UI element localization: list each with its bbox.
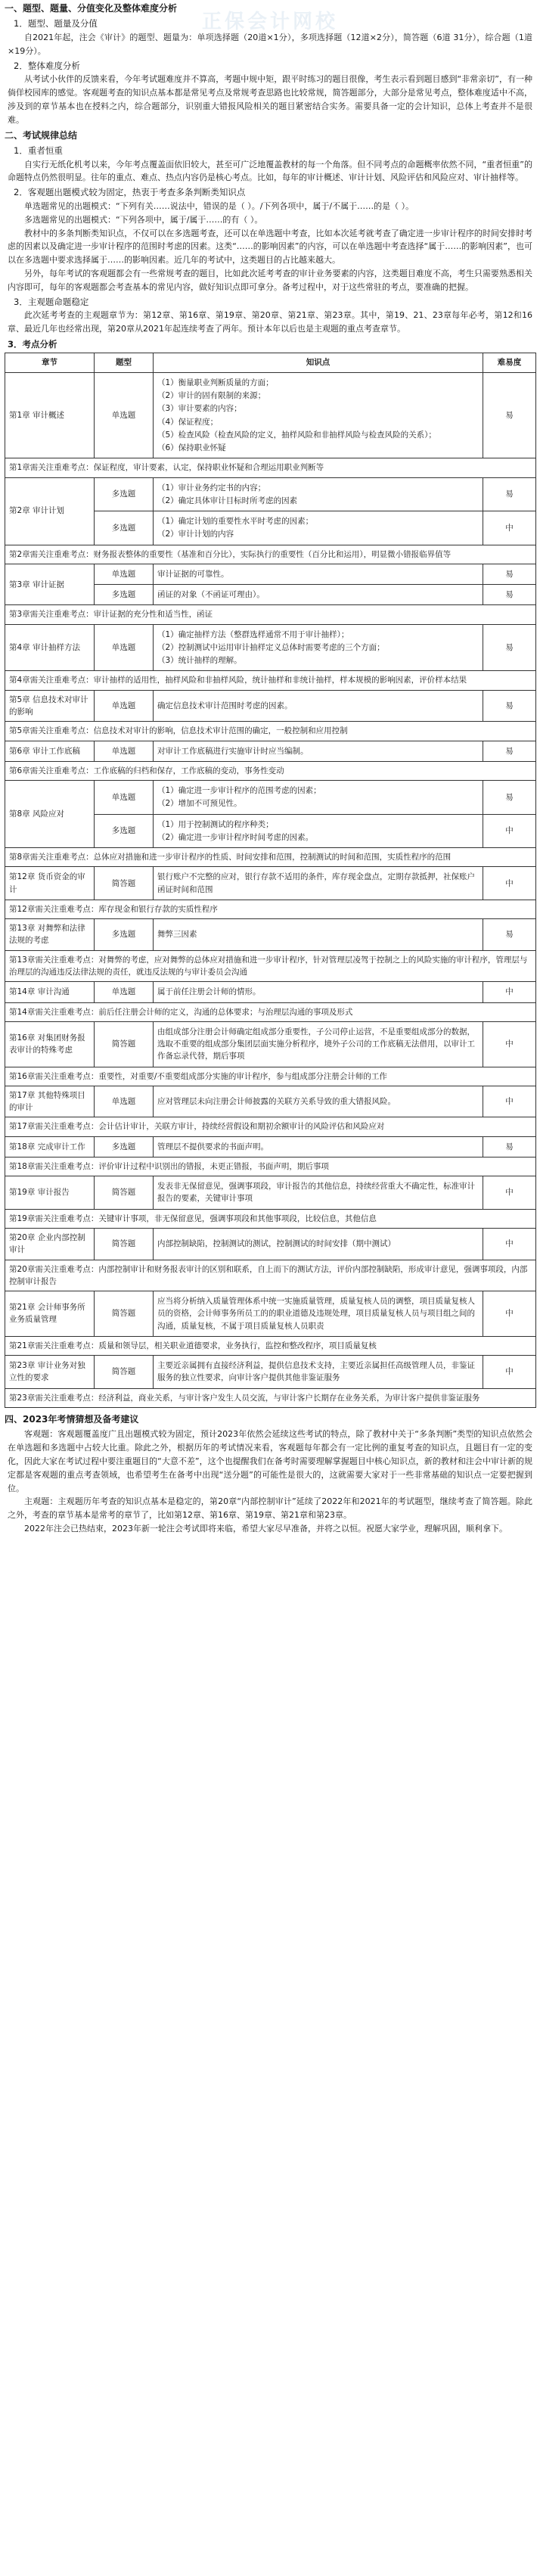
- note-text: 第1章需关注重难考点：保证程度，审计要素，认定，保持职业怀疑和合理运用职业判断等: [5, 458, 536, 477]
- cell-points: [154, 1136, 483, 1157]
- cell-type: 简答题: [95, 1021, 154, 1067]
- note-text: 第14章需关注重难考点：前后任注册会计师的定义，沟通的总体要求；与治理层沟通的事项及形式: [5, 1002, 536, 1021]
- cell-type: 简答题: [95, 1356, 154, 1389]
- table-row: [5, 372, 536, 458]
- cell-points: [154, 1356, 483, 1389]
- cell-chapter: 第6章 审计工作底稿: [5, 741, 95, 761]
- cell-difficulty: 中: [483, 982, 536, 1002]
- knowledge-point: （5）检查风险（检查风险的定义，抽样风险和非抽样风险与检查风险的关系）；: [157, 430, 436, 440]
- cell-chapter: 第21章 会计师事务所业务质量管理: [5, 1291, 95, 1337]
- cell-difficulty: 易: [483, 477, 536, 511]
- table-note-row: [5, 1388, 536, 1407]
- cell-points: [154, 690, 483, 722]
- note-text: 第16章需关注重难考点：重要性，对重要/不重要组成部分实施的审计程序，参与组成部分注册会计师的工作: [5, 1067, 536, 1086]
- knowledge-point: 对审计工作底稿进行实施审计时应当编制。: [157, 746, 309, 756]
- table-note-row: [5, 950, 536, 982]
- header-chapter: 章节: [5, 353, 95, 372]
- cell-chapter: 第13章 对舞弊和法律法规的考虑: [5, 919, 95, 951]
- section-2-para-5: 另外，每年考试的客观题都会有一些常规考查的题目，比如此次延考考查的审计业务要素的内容，这类题目难度不高，考生只需要熟悉相关内容即可，每年的客观题都会考查基本的常见内容，做好知识点即可拿分。备考过程中，对于这些常驻的考点，要准确的把握。: [8, 268, 532, 292]
- cell-difficulty: 易: [483, 372, 536, 458]
- cell-difficulty: 易: [483, 919, 536, 951]
- knowledge-point: （3）统计抽样的理解。: [157, 656, 242, 666]
- table-row: [5, 867, 536, 900]
- cell-chapter: 第5章 信息技术对审计的影响: [5, 690, 95, 722]
- cell-type: 单选题: [95, 982, 154, 1002]
- section-2-para-6: 此次延考考查的主观题章节为：第12章、第16章、第19章、第20章、第21章、第23章。其中，第19、21、23章每年必考，第12和16章、最近几年也经常出现，第20章从2021年起连续考查了两年。预计本年以后也是主观题的重点考查章节。: [8, 310, 532, 334]
- table-note-row: [5, 458, 536, 477]
- table-note-row: [5, 1336, 536, 1355]
- knowledge-point: 审计证据的可靠性。: [157, 569, 229, 579]
- cell-difficulty: 中: [483, 1021, 536, 1067]
- cell-difficulty: 中: [483, 1086, 536, 1117]
- table-note-row: [5, 671, 536, 690]
- table-row: [5, 477, 536, 511]
- knowledge-point: （1）确定抽样方法（整群选样通常不用于审计抽样）；: [157, 629, 349, 639]
- note-text: 第21章需关注重难考点：质量和领导层，相关职业道德要求，业务执行，监控和整改程序，项目质量复核: [5, 1336, 536, 1355]
- cell-points: [154, 867, 483, 900]
- cell-difficulty: 易: [483, 781, 536, 815]
- cell-difficulty: 易: [483, 741, 536, 761]
- note-text: 第12章需关注重难考点：库存现金和银行存款的实质性程序: [5, 900, 536, 918]
- cell-chapter: 第17章 其他特殊项目的审计: [5, 1086, 95, 1117]
- cell-points: [154, 814, 483, 848]
- section-2-sub-2: 2．客观题出题模式较为固定，热衷于考查多条判断类知识点: [14, 187, 246, 198]
- section-1-sub-2: 2．整体难度分析: [14, 60, 80, 71]
- cell-chapter: 第23章 审计业务对独立性的要求: [5, 1356, 95, 1389]
- table-row: [5, 564, 536, 584]
- knowledge-point: （2）审计计划的内容: [157, 530, 234, 539]
- table-note-row: [5, 1117, 536, 1136]
- knowledge-point: 管理层不提供要求的书面声明。: [157, 1142, 268, 1151]
- cell-chapter: 第14章 审计沟通: [5, 982, 95, 1002]
- table-row: [5, 781, 536, 815]
- knowledge-point: （1）确定计划的重要性水平时考虑的因素；: [157, 517, 314, 527]
- note-text: 第3章需关注重难考点：审计证据的充分性和适当性，函证: [5, 605, 536, 624]
- cell-type: 单选题: [95, 564, 154, 584]
- knowledge-point: （2）增加不可预见性。: [157, 799, 242, 809]
- section-1-title: 一、题型、题量、分值变化及整体难度分析: [5, 3, 178, 14]
- table-row: [5, 624, 536, 671]
- cell-points: [154, 1086, 483, 1117]
- cell-chapter: 第16章 对集团财务报表审计的特殊考虑: [5, 1021, 95, 1067]
- knowledge-point: （2）控制测试中运用审计抽样定义总体时需要考虑的三个方面；: [157, 642, 385, 652]
- table-row: [5, 1021, 536, 1067]
- knowledge-point: 舞弊三因素: [157, 930, 197, 940]
- cell-type: 多选题: [95, 919, 154, 951]
- table-note-row: [5, 605, 536, 624]
- knowledge-point: 由组成部分注册会计师确定组成部分重要性，子公司停止运营，不是重要组成部分的数据，选取不重要的组成部分集团层面实施分析程序，境外子公司的工作底稿无法借用，以审计工作备忘录代替，期后事项: [157, 1027, 475, 1061]
- table-note-row: [5, 1209, 536, 1228]
- cell-difficulty: 易: [483, 585, 536, 605]
- table-row: [5, 1291, 536, 1337]
- table-note-row: [5, 1260, 536, 1291]
- section-2-para-4: 教材中的多条判断类知识点，不仅可以在多选题考查，还可以在单选题中考查，比如本次延考就考查了确定进一步审计程序的时间安排时考虑的因素以及确定进一步审计程序的范围时考虑的因素。这类“……的影响因素”的内容，可以在单选题中考查选择“属于……的影响因素”，也可以在多选题中要求选择属于……的影响因素。近几年的考试中，这类题目的占比越来越大。: [8, 228, 532, 266]
- cell-chapter: 第19章 审计报告: [5, 1176, 95, 1210]
- note-text: 第23章需关注重难考点：经济利益，商业关系，与审计客户发生人员交流，与审计客户长期存在业务关系，为审计客户提供非鉴证服务: [5, 1388, 536, 1407]
- cell-type: 单选题: [95, 624, 154, 671]
- header-points: 知识点: [154, 353, 483, 372]
- table-note-row: [5, 848, 536, 867]
- cell-type: 多选题: [95, 585, 154, 605]
- section-2-para-3: 多选题常见的出题模式：“下列各项中，属于/属于……的有（ ）。: [24, 214, 263, 225]
- knowledge-point: 银行账户不完整的应对，银行存款不适用的条件，库存现金盘点，定期存款抵押，社保账户函证时间和范围: [157, 872, 475, 894]
- table-body: [5, 372, 536, 1407]
- table-note-row: [5, 545, 536, 564]
- cell-points: [154, 477, 483, 511]
- cell-type: 简答题: [95, 1176, 154, 1210]
- section-2-title: 二、考试规律总结: [5, 129, 78, 141]
- table-row: [5, 1136, 536, 1157]
- cell-type: 多选题: [95, 1136, 154, 1157]
- cell-difficulty: 易: [483, 1136, 536, 1157]
- table-note-row: [5, 900, 536, 918]
- cell-difficulty: 中: [483, 814, 536, 848]
- knowledge-point: （2）确定具体审计目标时所考虑的因素: [157, 496, 298, 505]
- note-text: 第13章需关注重难考点：对舞弊的考虑，应对舞弊的总体应对措施和进一步审计程序，针对管理层凌驾于控制之上的风险实施的审计程序，管理层与治理层的沟通违反法律法规的责任，就违反法规的与审计委员会沟通: [5, 950, 536, 982]
- cell-type: 单选题: [95, 781, 154, 815]
- section-2-para-1: 自实行无纸化机考以来，今年考点覆盖面依旧较大，甚至可广泛地覆盖教材的每一个角落。但不同考点的命题概率依然不同，“重者恒重”的命题特点仍然很明显。往年的重点、难点、热点内容仍是核心考点。比如，每年的审计概述、审计计划、风险评估和风险应对、审计抽样等。: [8, 159, 532, 183]
- knowledge-point: （1）审计业务约定书的内容；: [157, 483, 266, 493]
- cell-points: [154, 1021, 483, 1067]
- table-row: [5, 1228, 536, 1260]
- cell-chapter: 第18章 完成审计工作: [5, 1136, 95, 1157]
- knowledge-point: 内部控制缺陷，控制测试的测试，控制测试的时间安排（期中测试）: [157, 1239, 396, 1249]
- table-note-row: [5, 1067, 536, 1086]
- table-row: [5, 982, 536, 1002]
- note-text: 第19章需关注重难考点：关键审计事项，非无保留意见，强调事项段和其他事项段，比较信息，其他信息: [5, 1209, 536, 1228]
- section-4-title: 四、2023年考情猜想及备考建议: [5, 1413, 139, 1425]
- note-text: 第6章需关注重难考点：工作底稿的归档和保存，工作底稿的变动，事务性变动: [5, 761, 536, 780]
- table-note-row: [5, 761, 536, 780]
- cell-points: [154, 1228, 483, 1260]
- section-2-para-2: 单选题常见的出题模式：“下列有关……说法中，错误的是（ ）。/下列各项中，属于/不属于……的是（ ）。: [24, 200, 414, 211]
- knowledge-point: 主要近亲属拥有直接经济利益，提供信息技术支持，主要近亲属担任高级管理人员，非鉴证服务的独立性要求，向审计客户提供其他非鉴证服务: [157, 1361, 475, 1383]
- cell-points: [154, 1291, 483, 1337]
- cell-difficulty: 中: [483, 1356, 536, 1389]
- section-2-sub-3: 3．主观题命题稳定: [14, 296, 89, 307]
- table-note-row: [5, 1157, 536, 1176]
- knowledge-point: （1）用于控制测试的程序种类；: [157, 819, 274, 829]
- knowledge-point: 应对管理层未向注册会计师披露的关联方关系导致的重大错报风险。: [157, 1096, 396, 1106]
- cell-chapter: 第2章 审计计划: [5, 477, 95, 545]
- cell-difficulty: 易: [483, 564, 536, 584]
- table-row: [5, 690, 536, 722]
- knowledge-point-table: [5, 353, 536, 1407]
- cell-type: 单选题: [95, 372, 154, 458]
- note-text: 第8章需关注重难考点：总体应对措施和进一步审计程序的性质、时间安排和范围，控制测试的时间和范围，实质性程序的范围: [5, 848, 536, 867]
- cell-points: [154, 372, 483, 458]
- note-text: 第2章需关注重难考点：财务报表整体的重要性（基准和百分比），实际执行的重要性（百分比和运用），明显微小错报临界值等: [5, 545, 536, 564]
- cell-type: 简答题: [95, 1291, 154, 1337]
- cell-difficulty: 易: [483, 624, 536, 671]
- cell-points: [154, 781, 483, 815]
- knowledge-point: 函证的对象（不函证可理由）。: [157, 590, 265, 600]
- cell-type: 单选题: [95, 741, 154, 761]
- cell-difficulty: 中: [483, 1291, 536, 1337]
- section-1-sub-1: 1．题型、题量及分值: [14, 18, 98, 30]
- table-row: [5, 1086, 536, 1117]
- table-row: [5, 741, 536, 761]
- table-note-row: [5, 722, 536, 741]
- knowledge-point: 发表非无保留意见，强调事项段，审计报告的其他信息，持续经营重大不确定性，标准审计报告的要素，关键审计事项: [157, 1182, 475, 1204]
- cell-points: [154, 982, 483, 1002]
- section-1-para-2: 从考试小伙伴的反馈来看，今年考试题难度并不算高，考题中规中矩，跟平时练习的题目很像，考生表示看到题目感到“非常亲切”，有一种倘佯校园库的感觉。客观题考查的知识点基本都是常见考点及常规考查思路也比较常规，简答题部分，大部分是常见考点，整体难度适中不高，涉及到的章节基本也在授料之内，综合题部分，识别重大错报风险相关的题目紧密结合实务。需要具备一定的会计知识，总体上考查并不是很难。: [8, 74, 532, 125]
- table-label: 3．考点分析: [8, 338, 57, 350]
- cell-chapter: 第20章 企业内部控制审计: [5, 1228, 95, 1260]
- knowledge-point: （2）审计的固有限制的来源；: [157, 390, 266, 400]
- cell-chapter: 第4章 审计抽样方法: [5, 624, 95, 671]
- section-4-para-3: 2022年注会已热结束，2023年新一轮注会考试即将来临，希望大家尽早准备，并将之以恒。祝愿大家学业，理解巩固，顺利拿下。: [24, 1524, 507, 1534]
- table-note-row: [5, 1002, 536, 1021]
- knowledge-point: （6）保持职业怀疑: [157, 443, 226, 453]
- watermark-text: 正保会计网校: [201, 11, 338, 33]
- cell-type: 多选题: [95, 477, 154, 511]
- note-text: 第20章需关注重难考点：内部控制审计和财务报表审计的区别和联系，自上而下的测试方法，评价内部控制缺陷，形成审计意见，强调事项段，内部控制审计报告: [5, 1260, 536, 1291]
- cell-points: [154, 564, 483, 584]
- cell-points: [154, 585, 483, 605]
- cell-type: 简答题: [95, 1228, 154, 1260]
- cell-difficulty: 中: [483, 1228, 536, 1260]
- table-row: [5, 1356, 536, 1389]
- section-4-para-2: 主观题：主观题历年考查的知识点基本是稳定的，第20章“内部控制审计”延续了2022年和2021年的考试题型，继续考查了简答题。除此之外，考查的章节基本是常考的章节了，比如第12章、第16章、第19章、第21章和第23章。: [8, 1496, 532, 1521]
- knowledge-point: 属于前任注册会计师的情形。: [157, 987, 261, 997]
- cell-type: 单选题: [95, 1086, 154, 1117]
- cell-points: [154, 624, 483, 671]
- knowledge-point: （1）衡量职业判断质量的方面；: [157, 378, 274, 387]
- header-type: 题型: [95, 353, 154, 372]
- knowledge-point: （4）保证程度；: [157, 417, 219, 427]
- note-text: 第4章需关注重难考点：审计抽样的适用性，抽样风险和非抽样风险，统计抽样和非统计抽样，样本规模的影响因素，评价样本结果: [5, 671, 536, 690]
- section-4-para-1: 客观题：客观题覆盖度广且出题模式较为固定，预计2023年依然会延续这些考试的特点，除了教材中关于“多条判断”类型的知识点依然会在单选题和多选题中占较大比重。除此之外，根据历年的考试情况来看，客观题每年都会有一定比例的重复考查的知识点，且题目有一定的变化，因此大家在考试过程中要注重题目的“大意不差”，这个也提醒我们在备考时需要理解掌握题目中核心知识点，新的教材和注会中审计新的规定都是客观题的重点考查领域，也希望考生在备考中出现“送分题”的可能性是很大的，这就需要大家对于一些非常基础的知识点一定要把握到位。: [8, 1429, 532, 1493]
- cell-chapter: 第3章 审计证据: [5, 564, 95, 605]
- knowledge-point: （3）审计要素的内容；: [157, 404, 242, 414]
- cell-difficulty: 易: [483, 690, 536, 722]
- section-1-para-1: 自2021年起，注会《审计》的题型、题量为：单项选择题（20道×1分），多项选择题（12道×2分），简答题（6道 31分），综合题（1道×19分）。: [8, 33, 532, 56]
- cell-points: [154, 1176, 483, 1210]
- table-row: [5, 919, 536, 951]
- knowledge-point: （1）确定进一步审计程序的范围考虑的因素；: [157, 786, 321, 796]
- knowledge-point: 应当将分析纳入质量管理体系中统一实施质量管理，质量复核人员的调整，项目质量复核人员的资格，会计师事务所员工的的职业道德及违规处理，项目质量复核人员与项目组之间的沟通，质量复核，不属于项目质量复核人员职责: [157, 1297, 475, 1331]
- cell-difficulty: 中: [483, 867, 536, 900]
- cell-points: [154, 741, 483, 761]
- note-text: 第17章需关注重难考点：会计估计审计，关联方审计，持续经营假设和期初余额审计的风险评估和风险应对: [5, 1117, 536, 1136]
- cell-chapter: 第12章 货币资金的审计: [5, 867, 95, 900]
- document-page: [0, 2, 540, 1536]
- note-text: 第18章需关注重难考点：评价审计过程中识别出的错报，未更正错报，书面声明，期后事项: [5, 1157, 536, 1176]
- note-text: 第5章需关注重难考点：信息技术对审计的影响，信息技术审计范围的确定，一般控制和应用控制: [5, 722, 536, 741]
- cell-type: 单选题: [95, 690, 154, 722]
- cell-difficulty: 中: [483, 511, 536, 545]
- table-header-row: [5, 353, 536, 372]
- table-row: [5, 1176, 536, 1210]
- cell-chapter: 第8章 风险应对: [5, 781, 95, 848]
- cell-type: 多选题: [95, 814, 154, 848]
- cell-points: [154, 511, 483, 545]
- cell-type: 简答题: [95, 867, 154, 900]
- cell-points: [154, 919, 483, 951]
- knowledge-point: （2）确定进一步审计程序时间考虑的因素。: [157, 832, 314, 842]
- section-2-sub-1: 1．重者恒重: [14, 145, 63, 156]
- cell-type: 多选题: [95, 511, 154, 545]
- cell-difficulty: 中: [483, 1176, 536, 1210]
- knowledge-point: 确定信息技术审计范围时考虑的因素。: [157, 701, 293, 710]
- header-difficulty: 难易度: [483, 353, 536, 372]
- cell-chapter: 第1章 审计概述: [5, 372, 95, 458]
